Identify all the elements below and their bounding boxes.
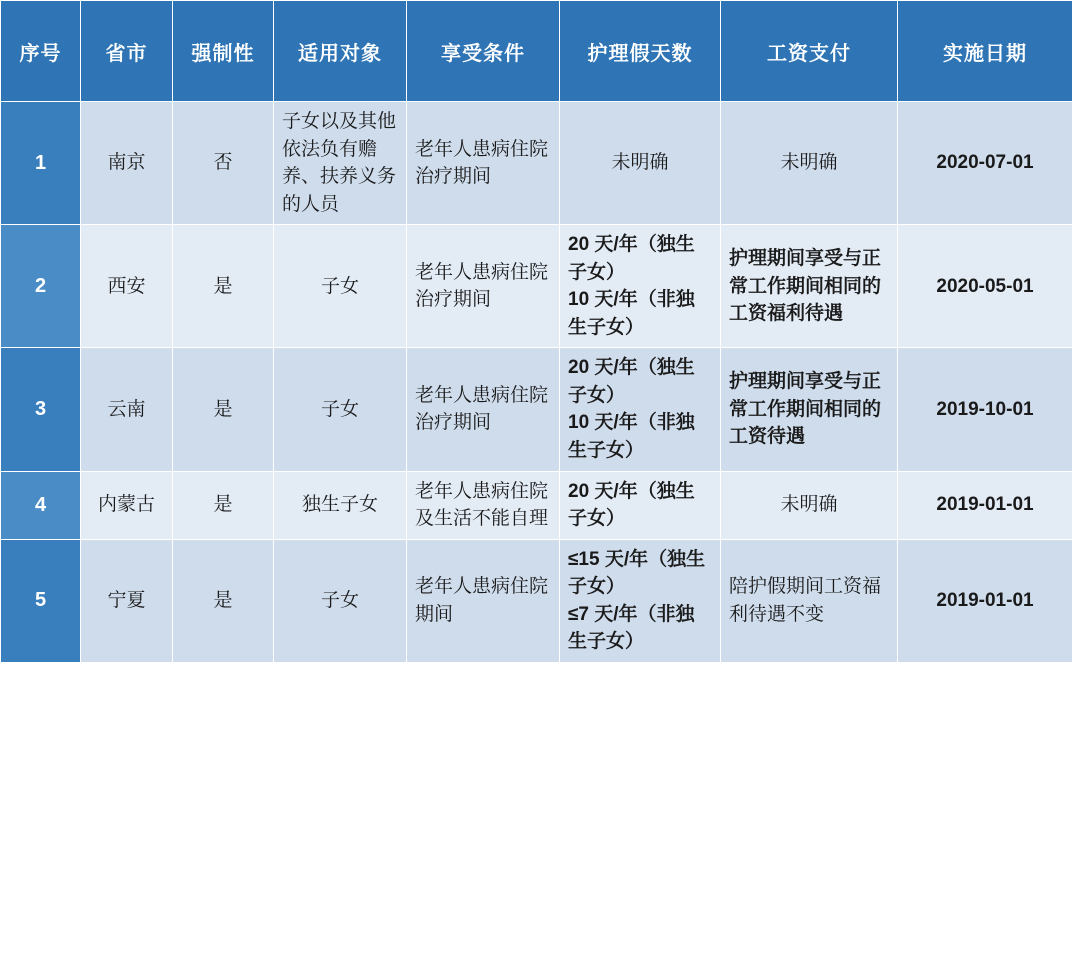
cell-applicable: 子女: [274, 225, 407, 348]
cell-condition: 老年人患病住院及生活不能自理: [407, 471, 560, 539]
cell-index: 1: [1, 102, 81, 225]
cell-days: 20 天/年（独生子女） 10 天/年（非独生子女）: [560, 348, 721, 471]
cell-mandatory: 是: [173, 348, 274, 471]
cell-date: 2019-10-01: [898, 348, 1072, 471]
cell-date: 2019-01-01: [898, 471, 1072, 539]
cell-province: 云南: [81, 348, 173, 471]
table-row: [1, 102, 1072, 225]
cell-date: 2020-05-01: [898, 225, 1072, 348]
cell-days: 20 天/年（独生子女） 10 天/年（非独生子女）: [560, 225, 721, 348]
cell-applicable: 子女以及其他依法负有赡养、扶养义务的人员: [274, 102, 407, 225]
cell-date: 2020-07-01: [898, 102, 1072, 225]
cell-index: 3: [1, 348, 81, 471]
table-row: [1, 539, 1072, 662]
cell-condition: 老年人患病住院治疗期间: [407, 348, 560, 471]
cell-index: 2: [1, 225, 81, 348]
table-body: [1, 102, 1072, 663]
cell-province: 南京: [81, 102, 173, 225]
column-header-date: 实施日期: [898, 1, 1072, 102]
cell-wage: 未明确: [721, 471, 898, 539]
column-header-mandatory: 强制性: [173, 1, 274, 102]
table-header: [1, 1, 1072, 102]
column-header-condition: 享受条件: [407, 1, 560, 102]
cell-days: 20 天/年（独生子女）: [560, 471, 721, 539]
cell-condition: 老年人患病住院期间: [407, 539, 560, 662]
column-header-province: 省市: [81, 1, 173, 102]
column-header-days: 护理假天数: [560, 1, 721, 102]
cell-mandatory: 是: [173, 471, 274, 539]
cell-wage: 陪护假期间工资福利待遇不变: [721, 539, 898, 662]
cell-index: 5: [1, 539, 81, 662]
table-row: [1, 348, 1072, 471]
column-header-wage: 工资支付: [721, 1, 898, 102]
cell-condition: 老年人患病住院治疗期间: [407, 225, 560, 348]
cell-applicable: 子女: [274, 539, 407, 662]
cell-date: 2019-01-01: [898, 539, 1072, 662]
column-header-applicable: 适用对象: [274, 1, 407, 102]
column-header-index: 序号: [1, 1, 81, 102]
cell-mandatory: 否: [173, 102, 274, 225]
cell-applicable: 独生子女: [274, 471, 407, 539]
cell-index: 4: [1, 471, 81, 539]
table-row: [1, 471, 1072, 539]
table-header-row: [1, 1, 1072, 102]
cell-mandatory: 是: [173, 539, 274, 662]
cell-days: 未明确: [560, 102, 721, 225]
cell-wage: 护理期间享受与正常工作期间相同的工资福利待遇: [721, 225, 898, 348]
cell-mandatory: 是: [173, 225, 274, 348]
cell-province: 宁夏: [81, 539, 173, 662]
cell-wage: 护理期间享受与正常工作期间相同的工资待遇: [721, 348, 898, 471]
cell-applicable: 子女: [274, 348, 407, 471]
cell-days: ≤15 天/年（独生子女） ≤7 天/年（非独生子女）: [560, 539, 721, 662]
table-row: [1, 225, 1072, 348]
cell-province: 西安: [81, 225, 173, 348]
cell-condition: 老年人患病住院治疗期间: [407, 102, 560, 225]
cell-wage: 未明确: [721, 102, 898, 225]
cell-province: 内蒙古: [81, 471, 173, 539]
